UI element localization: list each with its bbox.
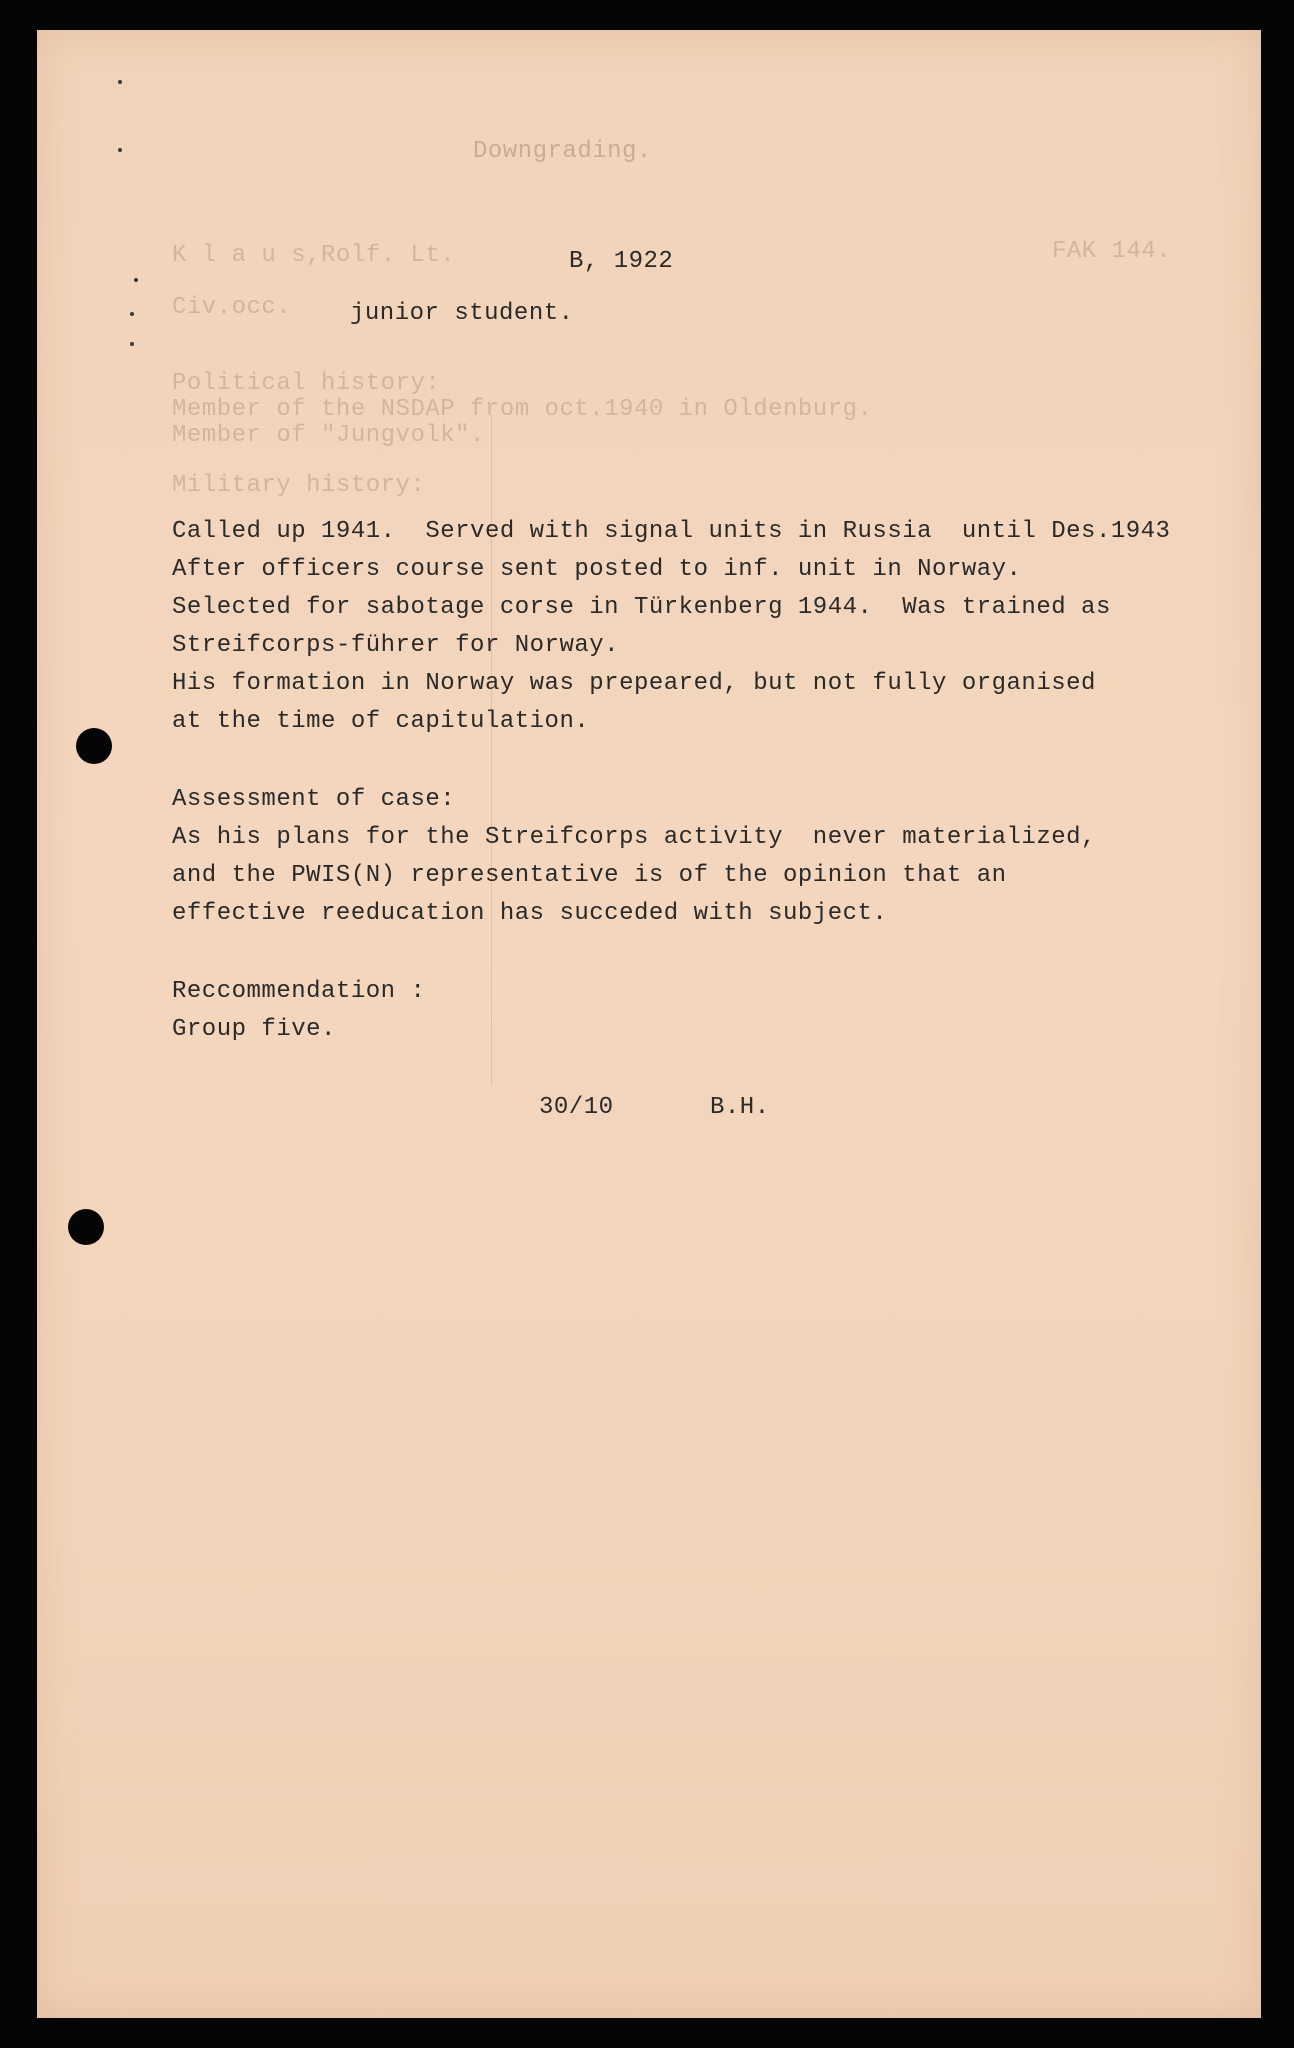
assessment-line: As his plans for the Streifcorps activity never materialized, <box>172 824 1096 851</box>
fold-line <box>491 415 492 1085</box>
birth-year: B, 1922 <box>569 248 674 275</box>
military-history-line: After officers course sent posted to inf. unit in Norway. <box>172 556 1022 583</box>
assessment-line: effective reeducation has succeded with subject. <box>172 900 888 927</box>
document-title: Downgrading. <box>473 138 652 165</box>
military-history-line: at the time of capitulation. <box>172 708 590 735</box>
speck <box>118 80 122 84</box>
subject-name: K l a u s,Rolf. Lt. <box>172 242 456 269</box>
political-history-line: Member of "Jungvolk". <box>172 422 485 449</box>
speck <box>130 342 134 346</box>
punch-hole <box>76 728 112 764</box>
military-history-line: Selected for sabotage corse in Türkenberg 1944. Was trained as <box>172 594 1111 621</box>
signature-initials: B.H. <box>710 1094 770 1121</box>
political-history-line: Member of the NSDAP from oct.1940 in Oldenburg. <box>172 396 873 423</box>
punch-hole <box>68 1209 104 1245</box>
signature-date: 30/10 <box>539 1094 614 1121</box>
document-page <box>37 30 1261 2018</box>
civ-occ-value: junior student. <box>350 300 574 327</box>
speck <box>130 312 134 316</box>
military-history-line: Called up 1941. Served with signal units in Russia until Des.1943 <box>172 518 1171 545</box>
assessment-heading: Assessment of case: <box>172 786 456 813</box>
file-reference: FAK 144. <box>1052 238 1172 265</box>
civ-occ-label: Civ.occ. <box>172 294 292 321</box>
military-history-line: Streifcorps-führer for Norway. <box>172 632 620 659</box>
military-history-heading: Military history: <box>172 472 426 499</box>
military-history-line: His formation in Norway was prepeared, but not fully organised <box>172 670 1096 697</box>
speck <box>134 278 138 282</box>
assessment-line: and the PWIS(N) representative is of the opinion that an <box>172 862 1007 889</box>
political-history-heading: Political history: <box>172 370 441 397</box>
recommendation-value: Group five. <box>172 1016 336 1043</box>
speck <box>118 148 122 152</box>
recommendation-heading: Reccommendation : <box>172 978 426 1005</box>
